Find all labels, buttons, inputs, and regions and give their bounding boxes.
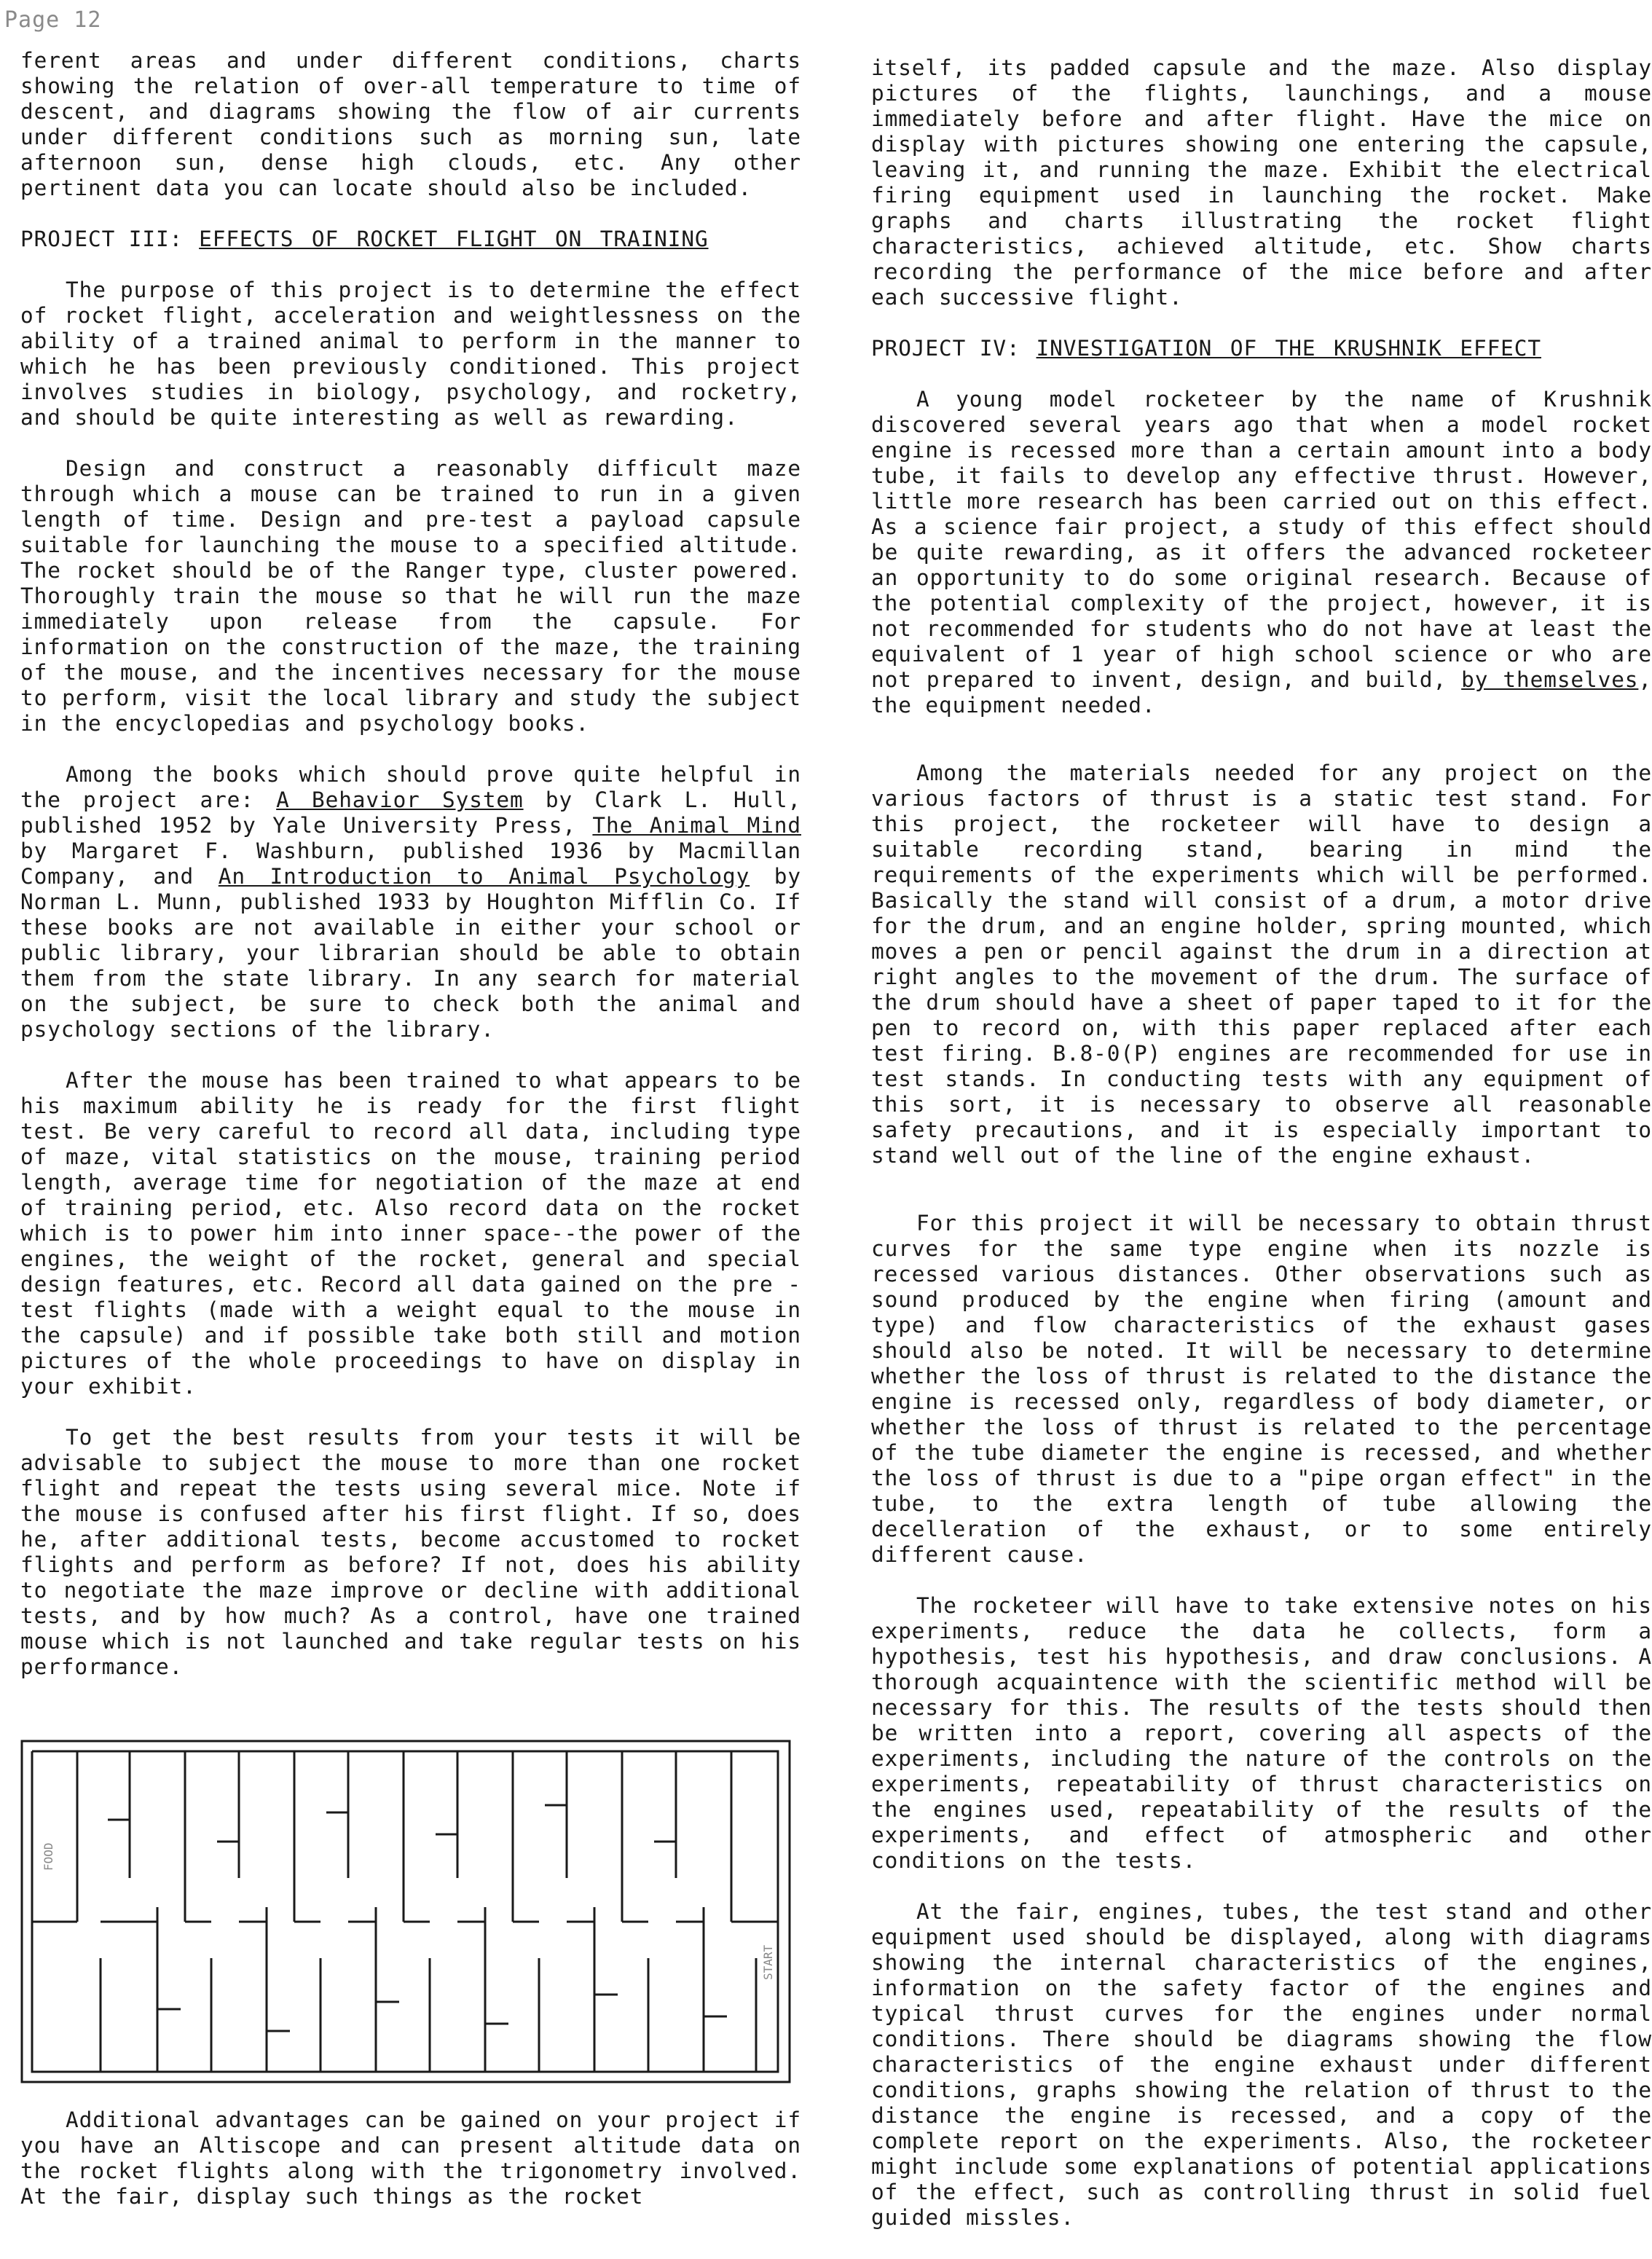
maze-border [22,1741,790,2082]
paragraph: Among the materials needed for any project on the various factors of thrust is a static test stand. For this project, the rocketeer will have to design a suitable recording stand, bearing in mind the requirements of the experiments which will be performed. Basically the stand will consist of a drum, a motor drive for the drum, and an engine holder, spring mounted, which moves a pen or pencil against the drum in a direction at right angles to the movement of the drum. The surface of the drum should have a sheet of paper taped to it for the pen to record on, with this paper replaced after each test firing. B.8-0(P) engines are recommended for use in test stands. In conducting tests with any equipment of this sort, it is necessary to observe all reasonable safety precautions, and it is especially important to stand well out of the line of the engine exhaust. [871,761,1652,1168]
text-run: by Norman L. Munn, published 1933 by Houghton Mifflin Co. If these books are not available in either your school or public library, your librarian should be able to obtain them from the state library. In any search for material on the subject, be sure to check both the animal and psychology sections of the library. [20,864,801,1042]
section-label: PROJECT IV: [871,336,1020,361]
book-title: A Behavior System [276,787,524,812]
section-title: EFFECTS OF ROCKET FLIGHT ON TRAINING [199,227,709,251]
paragraph: Design and construct a reasonably difficult maze through which a mouse can be trained to run in a given length of time. Design and pre-test a payload capsule suitable for launching the mouse to a specified altitude. The rocket should be of the Ranger type, cluster powered. Thoroughly train the mouse so that he will run the maze immediately upon release from the capsule. For information on the construction of the maze, the training of the mouse, and the incentives necessary for the mouse to perform, visit the local library and study the subject in the encyclopedias and psychology books. [20,456,801,736]
paragraph: The rocketeer will have to take extensive notes on his experiments, reduce the data he collects, form a hypothesis, test his hypothesis, and draw conclusions. A thorough acquaintence with the scientific method will be necessary for this. The results of the tests should then be written into a report, covering all aspects of the experiments, including the nature of the controls on the experiments, repeatability of thrust characteristics on the engines used, repeatability of the results of the experiments, and effect of atmospheric and other conditions on the tests. [871,1593,1652,1873]
paragraph: At the fair, engines, tubes, the test stand and other equipment used should be displayed, along with diagrams showing the internal characteristics of the engines, information on the safety factor of the engines and typical thrust curves for the engines under normal conditions. There should be diagrams showing the flow characteristics of the engine exhaust under different conditions, graphs showing the relation of thrust to the distance the engine is recessed, and a copy of the complete report on the experiments. Also, the rocketeer might include some explanations of potential applications of the effect, such as controlling thrust in solid fuel guided missles. [871,1899,1652,2230]
section-heading-project-4 [871,336,1652,361]
maze-svg [20,1740,791,2083]
right-column [871,55,1652,2231]
text-run: , the equipment needed. [871,667,1652,718]
maze-start-label: START [761,1944,775,1980]
paragraph: The purpose of this project is to determine the effect of rocket flight, acceleration and weightlessness on the ability of a trained animal to perform in the manner to which he has been previously conditioned. This project involves studies in biology, psychology, and rocketry, and should be quite interesting as well as rewarding. [20,278,801,430]
paragraph-continued: itself, its padded capsule and the maze. Also display pictures of the flights, launchings, and a mouse immediately before and after flight. Have the mice on display with pictures showing one entering the capsule, leaving it, and running the maze. Exhibit the electrical firing equipment used in launching the rocket. Make graphs and charts illustrating the rocket flight characteristics, achieved altitude, etc. Show charts recording the performance of the mice before and after each successive flight. [871,55,1652,310]
paragraph: To get the best results from your tests it will be advisable to subject the mouse to more than one rocket flight and repeat the tests using several mice. Note if the mouse is confused after his first flight. If so, does he, after additional tests, become accustomed to rocket flights and perform as before? If not, does his ability to negotiate the maze improve or decline with additional tests, and by how much? As a control, have one trained mouse which is not launched and take regular tests on his performance. [20,1425,801,1679]
paragraph: For this project it will be necessary to obtain thrust curves for the same type engine when its nozzle is recessed various distances. Other observations such as sound produced by the engine when firing (amount and type) and flow characteristics of the exhaust gases should also be noted. It will be necessary to determine whether the loss of thrust is related to the distance the engine is recessed only, regardless of body diameter, or whether the loss of thrust is related to the percentage of the tube diameter the engine is recessed, and whether the loss of thrust is due to a "pipe organ effect" in the tube, to the extra length of tube allowing the decelleration of the exhaust, or to some entirely different cause. [871,1211,1652,1567]
left-column [20,48,801,1680]
paragraph-continued: ferent areas and under different conditions, charts showing the relation of over-all temperature to time of descent, and diagrams showing the flow of air currents under different conditions such as morning sun, late afternoon sun, dense high clouds, etc. Any other pertinent data you can locate should also be included. [20,48,801,200]
section-heading-project-3 [20,227,801,252]
book-title: An Introduction to Animal Psychology [218,864,750,889]
paragraph: After the mouse has been trained to what appears to be his maximum ability he is ready for the first flight test. Be very careful to record all data, including type of maze, vital statistics on the mouse, training period length, average time for negotiation of the maze at end of training period, etc. Also record data on the rocket which is to power him into inner space--the power of the engines, the weight of the rocket, general and special design features, etc. Record all data gained on the pre - test flights (made with a weight equal to the mouse in the capsule) and if possible take both still and motion pictures of the whole proceedings to have on display in your exhibit. [20,1068,801,1399]
paragraph-books [20,762,801,1042]
maze-diagram [20,1740,791,2083]
left-column-bottom [20,2107,801,2209]
book-title: The Animal Mind [592,813,801,838]
page-number: Page 12 [4,7,102,33]
emphasis: by themselves [1461,667,1639,692]
text-run: A young model rocketeer by the name of Krushnik discovered several years ago that when a model rocket engine is recessed more than a certain amount into a body tube, it fails to develop any effective thrust. However, little more research has been carried out on this effect. As a science fair project, a study of this effect should be quite rewarding, as it offers the advanced rocketeer an opportunity to do some original research. Because of the potential complexity of the project, however, it is not recommended for students who do not have at least the equivalent of 1 year of high school science or who are not prepared to invent, design, and build, [871,387,1652,692]
maze-inner-wall [32,1751,778,2072]
paragraph [871,387,1652,718]
text-run: Among the books which should prove quite helpful in the project are: [20,762,801,812]
section-label: PROJECT III: [20,227,184,251]
text-run: by Clark L. Hull, published 1952 by Yale University Press, [20,787,802,838]
text-run: by Margaret F. Washburn, published 1936 by Macmillan Company, and [20,838,801,889]
maze-food-label: FOOD [42,1842,55,1871]
section-title: INVESTIGATION OF THE KRUSHNIK EFFECT [1036,336,1541,361]
paragraph: Additional advantages can be gained on your project if you have an Altiscope and can present altitude data on the rocket flights along with the trigonometry involved. At the fair, display such things as the rocket [20,2107,801,2209]
